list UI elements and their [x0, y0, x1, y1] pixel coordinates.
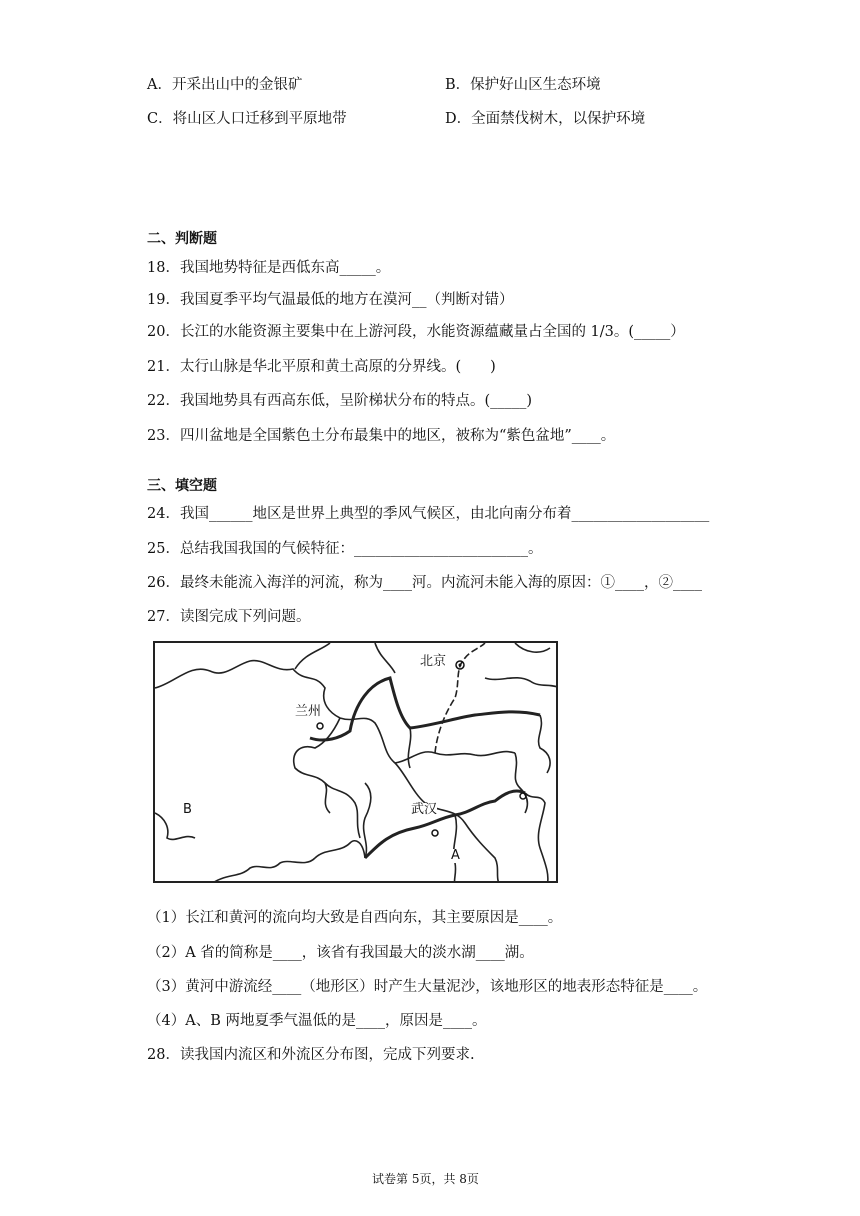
question-20: 20．长江的水能资源主要集中在上游河段，水能资源蕴藏量占全国的 1/3。(_____） — [147, 324, 685, 340]
label-b: B — [183, 802, 192, 817]
section-title-fill-blank: 三、填空题 — [147, 478, 217, 494]
question-22: 22．我国地势具有西高东低，呈阶梯状分布的特点。(_____) — [147, 393, 533, 409]
question-27-3: （3）黄河中游流经____（地形区）时产生大量泥沙，该地形区的地表形态特征是____。 — [147, 979, 708, 995]
question-27-2: （2）A 省的简称是____，该省有我国最大的淡水湖____湖。 — [147, 945, 534, 961]
section-title-judgment: 二、判断题 — [147, 231, 217, 247]
option-b: B．保护好山区生态环境 — [445, 77, 601, 93]
question-23: 23．四川盆地是全国紫色土分布最集中的地区，被称为“紫色盆地”____。 — [147, 428, 616, 444]
label-beijing: 北京 — [420, 654, 447, 669]
question-19: 19．我国夏季平均气温最低的地方在漠河__（判断对错） — [147, 292, 514, 308]
wuhan-marker — [432, 830, 438, 836]
question-26: 26．最终未能流入海洋的河流，称为____河。内流河未能入海的原因：①____，②____ — [147, 575, 702, 591]
option-c: C．将山区人口迁移到平原地带 — [147, 111, 347, 127]
label-lanzhou: 兰州 — [295, 704, 322, 719]
label-a: A — [451, 848, 460, 863]
option-d: D．全面禁伐树木，以保护环境 — [445, 111, 646, 127]
question-21: 21．太行山脉是华北平原和黄土高原的分界线。( ) — [147, 359, 496, 375]
question-18: 18．我国地势特征是西低东高_____。 — [147, 260, 391, 276]
question-24: 24．我国______地区是世界上典型的季风气候区，由北向南分布着___________________ — [147, 506, 710, 522]
label-wuhan: 武汉 — [411, 802, 438, 817]
question-27-1: （1）长江和黄河的流向均大致是自西向东，其主要原因是____。 — [147, 910, 563, 926]
lanzhou-marker — [317, 723, 323, 729]
question-27: 27．读图完成下列问题。 — [147, 609, 311, 625]
question-27-4: （4）A、B 两地夏季气温低的是____，原因是____。 — [147, 1013, 487, 1029]
china-map-figure — [153, 641, 558, 883]
page-footer: 试卷第 5页，共 8页 — [372, 1172, 479, 1186]
question-28: 28．读我国内流区和外流区分布图，完成下列要求. — [147, 1047, 475, 1063]
map-outline-drawing — [155, 643, 558, 883]
option-a: A．开采出山中的金银矿 — [147, 77, 303, 93]
question-25: 25．总结我国我国的气候特征：________________________。 — [147, 541, 543, 557]
